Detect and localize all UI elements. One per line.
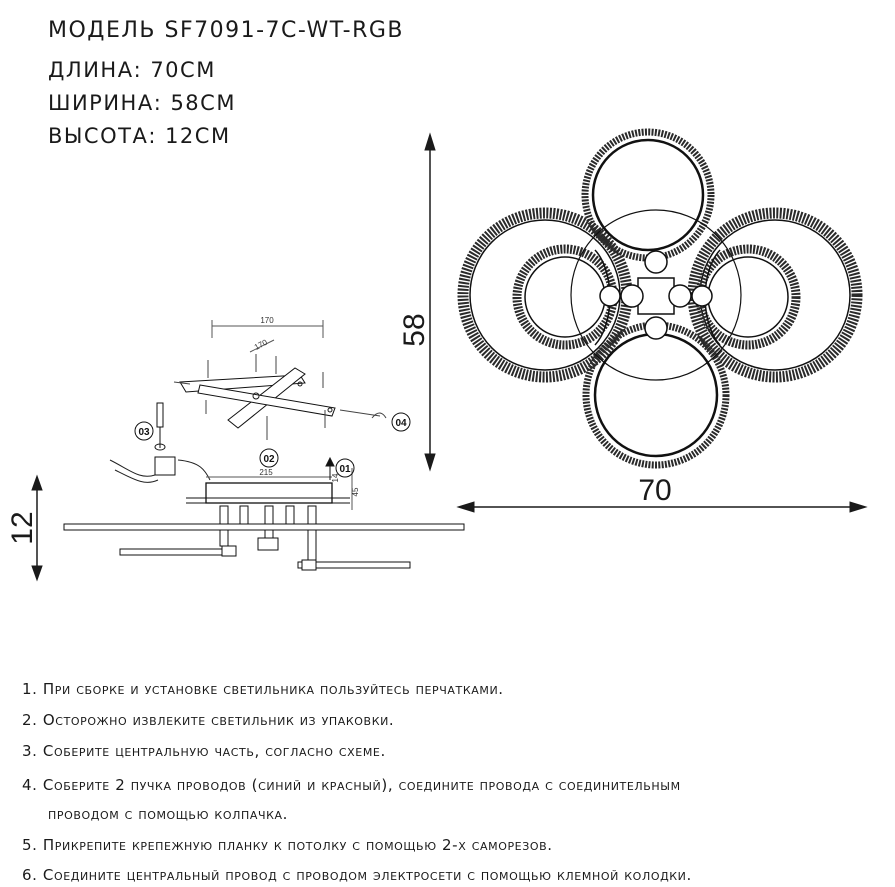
height-dim-12: 12 — [6, 511, 39, 545]
tag-02: 02 — [263, 454, 275, 465]
length-dim-70: 70 — [638, 474, 672, 507]
spec-height: ВЫСОТА: 12СМ — [48, 124, 231, 148]
height-dim-58: 58 — [398, 313, 431, 347]
instruction-4: 4. Соберите 2 пучка проводов (синий и красный), соедините провода с соединительным — [22, 776, 681, 794]
instruction-3: 3. Соберите центральную часть, согласно схеме. — [22, 742, 386, 760]
instruction-2: 2. Осторожно извлеките светильник из упаковки. — [22, 711, 395, 729]
instruction-6: 6. Соедините центральный провод с проводом электросети с помощью клемной колодки. — [22, 866, 692, 884]
dim-170-angled: 170 — [252, 337, 269, 352]
tag-04: 04 — [395, 418, 407, 429]
dim-170-top: 170 — [260, 316, 274, 325]
dim-215: 215 — [259, 468, 273, 477]
spec-length: ДЛИНА: 70СМ — [48, 58, 216, 82]
top-view-drawing — [425, 132, 866, 512]
tag-03: 03 — [138, 427, 150, 438]
model-title: МОДЕЛЬ SF7091-7C-WT-RGB — [48, 18, 405, 43]
instruction-1: 1. При сборке и установке светильника пользуйтесь перчатками. — [22, 680, 504, 698]
dim-45: 45 — [351, 487, 360, 497]
tag-01: 01 — [339, 464, 351, 475]
assembly-drawing — [32, 320, 464, 580]
spec-width: ШИРИНА: 58СМ — [48, 91, 236, 115]
instruction-4-cont: проводом с помощью колпачка. — [48, 805, 289, 823]
dim-14: 14 — [331, 473, 340, 483]
instruction-5: 5. Прикрепите крепежную планку к потолку с помощью 2-х саморезов. — [22, 836, 553, 854]
